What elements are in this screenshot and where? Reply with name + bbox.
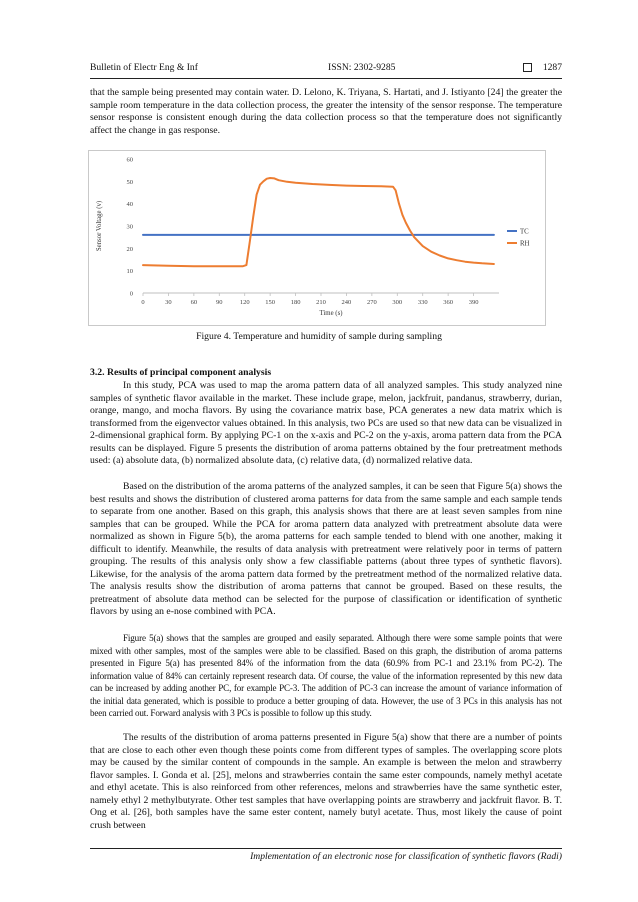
x-tick-label: 0 bbox=[141, 299, 145, 306]
x-tick-label: 210 bbox=[316, 299, 326, 306]
intro-paragraph: that the sample being presented may contain water. D. Lelono, K. Triyana, S. Hartati, and J. Istiyanto [24] the greater the sample room temperature in the data collection process, the greater the intensity of the sensor response. The temperature sensor response is consistent enough during the data collection process so that the temperature does not significantly affect the change in gas response. bbox=[90, 87, 562, 136]
x-axis-title: Time (s) bbox=[319, 310, 343, 317]
x-tick-label: 390 bbox=[468, 299, 479, 306]
x-tick-label: 300 bbox=[392, 299, 403, 306]
paragraph-4: The results of the distribution of aroma patterns presented in Figure 5(a) show that there are a number of points that are close to each other even though these points come from different types of samples. The overlapping score plots may be caused by the similar content of compounds in the sample. An example is between the melon and strawberry flavor samples. I. Gonda et al. [25], melons and strawberries contain the same ester compounds, namely methyl acetate and ethyl acetate. This is also reinforced from other references, melons and strawberries have the same synthetic ester, namely ethyl 2 methylbutyrate. Other test samples that have overlapping points are strawberry and jackfruit flavor. B. T. Ong et al. [26], both samples have the same ester content, namely butyl acetate. Thus, most likely the cause of point crush between bbox=[90, 732, 562, 831]
paragraph-2: Based on the distribution of the aroma patterns of the analyzed samples, it can be seen that Figure 5(a) shows the best results and shows the distribution of clustered aroma patterns for data from the same sample and each sample tends to separate from one another. Based on this graph, this analysis shows that there are at least seven samples from nine samples that can be grouped. While the PCA for aroma pattern data analyzed with pretreatment absolute data were normalized as shown in Figure 5(b), the aroma patterns for each sample tended to blend with one another, making it difficult to identify. Meanwhile, the results of data analysis with pretreatment were relatively poor in terms of pattern grouping. The results of this analysis only show a few classifiable patterns (about three types of synthetic flavors). Likewise, for the analysis of the aroma pattern data formed by the pretreatment method of the normalized relative data. The analysis results show the distribution of aroma patterns that cannot be grouped. Based on these results, the pretreatment of absolute data method can be selected for the purpose of classification or identification of synthetic flavors by using an e-nose combined with PCA. bbox=[90, 481, 562, 618]
y-tick-label: 40 bbox=[126, 201, 133, 209]
y-tick-label: 10 bbox=[126, 268, 133, 276]
running-footer: Implementation of an electronic nose for classification of synthetic flavors (Radi) bbox=[250, 851, 562, 862]
running-header bbox=[90, 62, 562, 76]
x-tick-label: 330 bbox=[417, 299, 428, 306]
checkbox-square-icon bbox=[523, 63, 532, 72]
page-number: 1287 bbox=[542, 62, 562, 73]
figure-caption: Figure 4. Temperature and humidity of sample during sampling bbox=[196, 331, 442, 342]
x-tick-label: 120 bbox=[239, 299, 250, 306]
paragraph-1: In this study, PCA was used to map the aroma pattern data of all analyzed samples. This study analyzed nine samples of synthetic flavor available in the market. These include grape, melon, jackfruit, pandanus, strawberry, durian, orange, mango, and mocha flavors. By using the covariance matrix base, PCA generates a new data matrix which is transformed from the eigenvector values obtained. In this analysis, two PCs are used so that new data can be visualized in 2-dimensional graphical form. By applying PC-1 on the x-axis and PC-2 on the y-axis, aroma pattern data from the PCA results can be displayed. Figure 5 presents the distribution of aroma patterns obtained by the four pretreatment methods used: (a) absolute data, (b) normalized absolute data, (c) relative data, (d) normalized relative data. bbox=[90, 380, 562, 467]
footer-divider bbox=[90, 848, 562, 849]
x-tick-label: 360 bbox=[443, 299, 454, 306]
y-axis-title: Sensor Voltage (v) bbox=[96, 200, 103, 252]
x-tick-label: 60 bbox=[190, 299, 198, 306]
figure-4-frame bbox=[88, 150, 546, 326]
y-tick-label: 60 bbox=[126, 156, 133, 164]
journal-name: Bulletin of Electr Eng & Inf bbox=[90, 62, 198, 73]
y-tick-label: 30 bbox=[126, 223, 133, 231]
y-tick-label: 20 bbox=[126, 245, 133, 253]
series-line-rh bbox=[143, 178, 494, 266]
x-tick-label: 180 bbox=[290, 299, 301, 306]
x-tick-label: 150 bbox=[265, 299, 276, 306]
legend-label-tc: TC bbox=[520, 228, 529, 236]
x-tick-label: 30 bbox=[165, 299, 172, 306]
section-title: 3.2. Results of principal component analysis bbox=[90, 367, 272, 378]
y-tick-label: 0 bbox=[129, 290, 133, 298]
y-tick-label: 50 bbox=[126, 178, 133, 186]
figure-4-chart bbox=[89, 151, 545, 325]
x-tick-label: 240 bbox=[341, 299, 352, 306]
x-tick-label: 270 bbox=[366, 299, 377, 306]
issn: ISSN: 2302-9285 bbox=[328, 62, 396, 73]
header-divider bbox=[90, 78, 562, 79]
paragraph-3: Figure 5(a) shows that the samples are grouped and easily separated. Although there were some sample points that were mixed with other samples, most of the samples were able to be classified. Based on this graph, the distribution of aroma patterns presented in Figure 5(a) has presented 84% of the information from the data (60.9% from PC-1 and 23.1% from PC-2). The information value of 84% can certainly represent research data. Of course, the value of the information represented by this new data can be increased by adding another PC, for example PC-3. The addition of PC-3 can increase the amount of variance information of the initial data generated, which is possible to produce a better grouping of data. However, the use of 3 PCs in this analysis has not been carried out. Forward analysis with 3 PCs is possible to follow up this study. bbox=[90, 633, 562, 719]
x-tick-label: 90 bbox=[216, 299, 223, 306]
legend-label-rh: RH bbox=[520, 240, 530, 248]
